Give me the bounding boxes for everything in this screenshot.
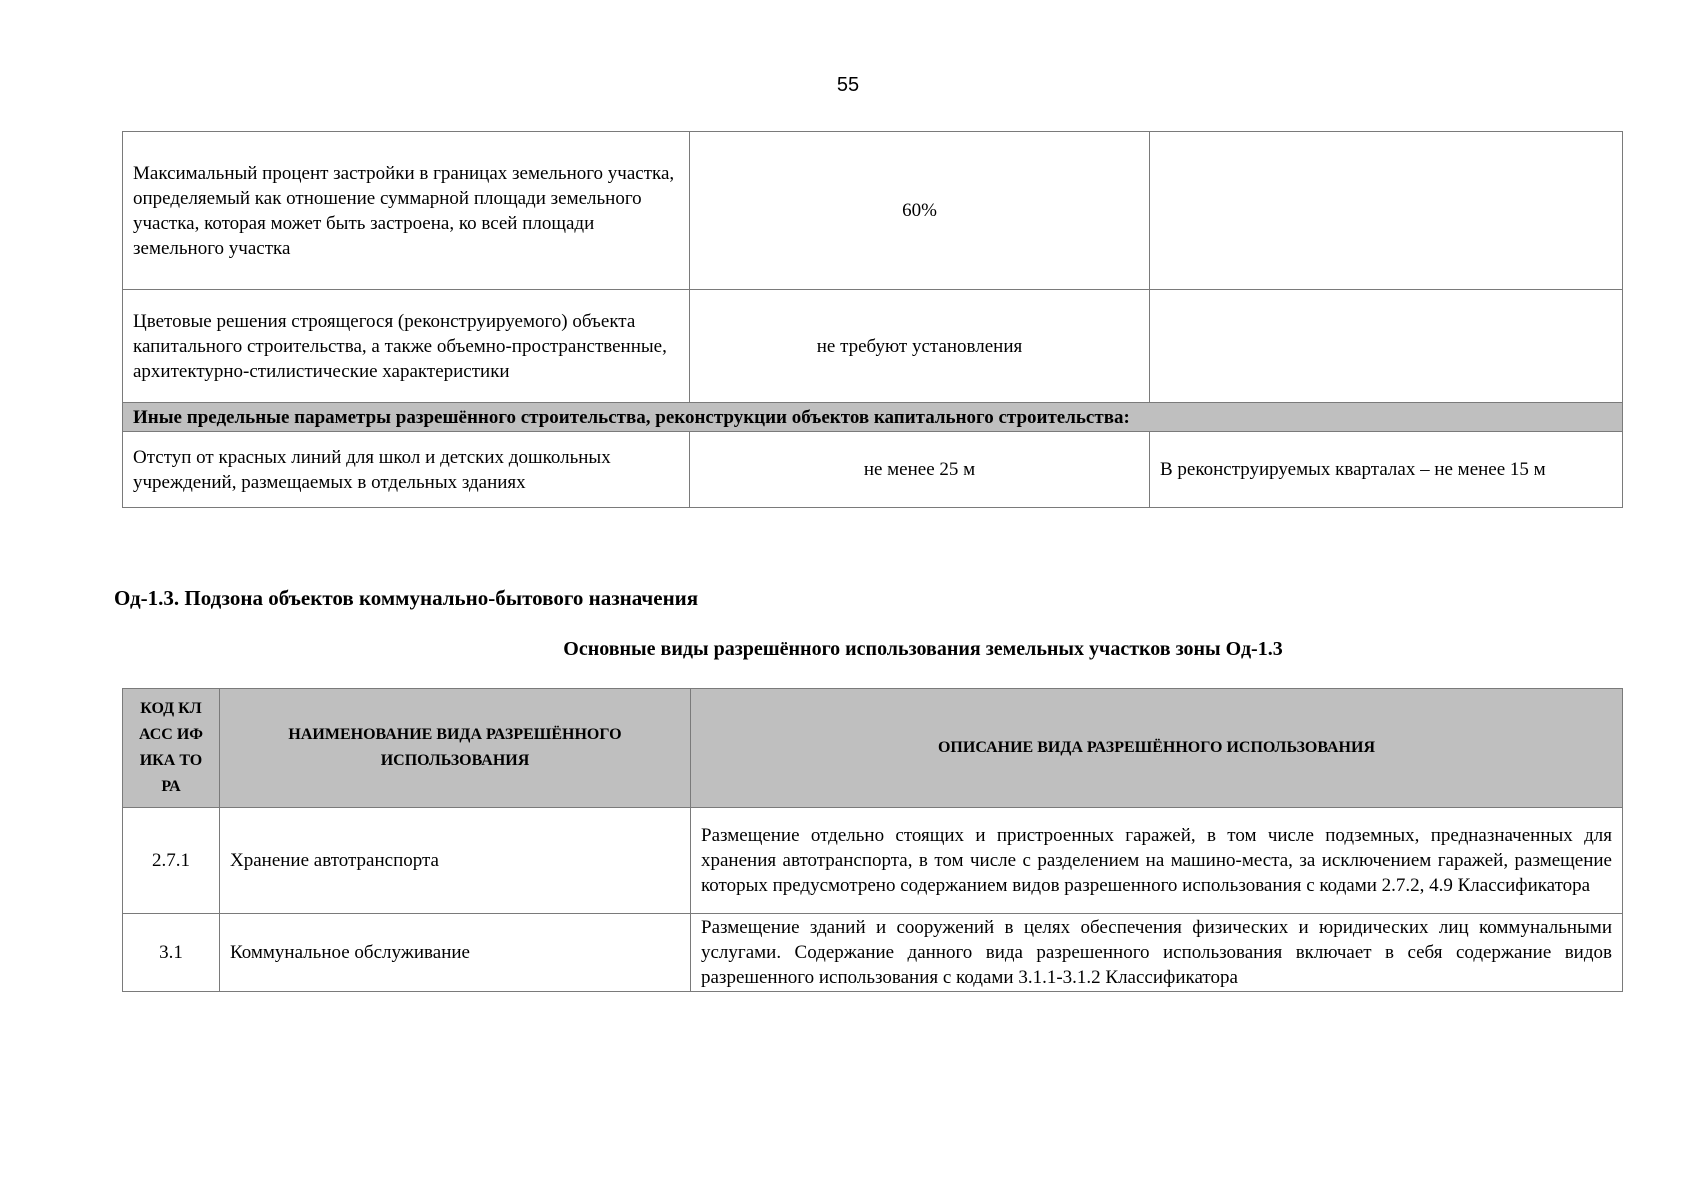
- note-cell: [1150, 132, 1623, 290]
- value-cell: не менее 25 м: [690, 432, 1150, 508]
- table-row: [123, 808, 1623, 914]
- note-cell: [1150, 290, 1623, 403]
- use-code: 2.7.1: [123, 808, 220, 914]
- parameters-table: [122, 131, 1623, 508]
- parameter-cell: Цветовые решения строящегося (реконструируемого) объекта капитального строительства, а также объемно-пространственные, архитектурно-стилистические характеристики: [123, 290, 690, 403]
- parameter-cell: Максимальный процент застройки в границах земельного участка, определяемый как отношение суммарной площади земельного участка, которая может быть застроена, ко всей площади земельного участка: [123, 132, 690, 290]
- value-cell: 60%: [690, 132, 1150, 290]
- use-description: Размещение отдельно стоящих и пристроенных гаражей, в том числе подземных, предназначенных для хранения автотранспорта, в том числе с разделением на машино-места, за исключением гаражей, размещение которых предусмотрено содержанием видов разрешенного использования с кодами 2.7.2, 4.9 Классификатора: [691, 808, 1623, 914]
- zone-heading: Од-1.3. Подзона объектов коммунально-бытового назначения: [114, 586, 699, 610]
- use-code: 3.1: [123, 914, 220, 992]
- section-header: Иные предельные параметры разрешённого строительства, реконструкции объектов капитального строительства:: [123, 403, 1623, 432]
- table-header-row: [123, 689, 1623, 808]
- use-description: Размещение зданий и сооружений в целях обеспечения физических и юридических лиц коммунальными услугами. Содержание данного вида разрешенного использования включает в себя содержание видов разрешенного использования с кодами 3.1.1-3.1.2 Классификатора: [691, 914, 1623, 992]
- page-number: 55: [836, 74, 860, 96]
- table-row: [123, 132, 1623, 290]
- use-name: Хранение автотранспорта: [220, 808, 691, 914]
- table-row: [123, 432, 1623, 508]
- header-code: КОД КЛАСС ИФИКА ТОРА: [123, 689, 220, 808]
- header-description: ОПИСАНИЕ ВИДА РАЗРЕШЁННОГО ИСПОЛЬЗОВАНИЯ: [691, 689, 1623, 808]
- table-row: [123, 290, 1623, 403]
- use-name: Коммунальное обслуживание: [220, 914, 691, 992]
- table-caption: Основные виды разрешённого использования земельных участков зоны Од-1.3: [563, 638, 1283, 660]
- value-cell: не требуют установления: [690, 290, 1150, 403]
- table-row: [123, 914, 1623, 992]
- permitted-uses-table: [122, 688, 1623, 992]
- header-name: НАИМЕНОВАНИЕ ВИДА РАЗРЕШЁННОГО ИСПОЛЬЗОВАНИЯ: [220, 689, 691, 808]
- parameter-cell: Отступ от красных линий для школ и детских дошкольных учреждений, размещаемых в отдельных зданиях: [123, 432, 690, 508]
- section-header-row: [123, 403, 1623, 432]
- note-cell: В реконструируемых кварталах – не менее 15 м: [1150, 432, 1623, 508]
